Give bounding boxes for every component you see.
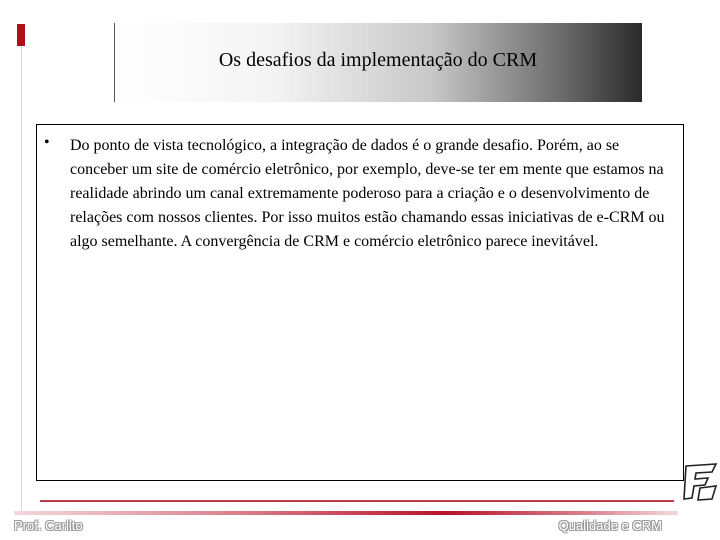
footer-course: Qualidade e CRM <box>558 518 662 533</box>
footer-divider <box>14 511 678 515</box>
slide-title: Os desafios da implementação do CRM <box>218 49 538 71</box>
bullet-marker: • <box>44 134 50 151</box>
footer-accent-line <box>40 500 674 502</box>
institution-logo-icon <box>682 462 720 502</box>
left-accent-bar <box>17 24 25 46</box>
footer-author: Prof. Carlito <box>14 518 83 533</box>
bullet-paragraph: Do ponto de vista tecnológico, a integração de dados é o grande desafio. Porém, ao se conceber um site de comércio eletrônico, por exemplo, deve-se ter em mente que estamos na realidade abrindo um canal extremamente poderoso para a criação e o desenvolvimento de relações com nossos clientes. Por isso muitos estão chamando essas iniciativas de e-CRM ou algo semelhante. A convergência de CRM e comércio eletrônico parece inevitável. <box>70 137 665 250</box>
left-divider-line <box>21 46 22 512</box>
